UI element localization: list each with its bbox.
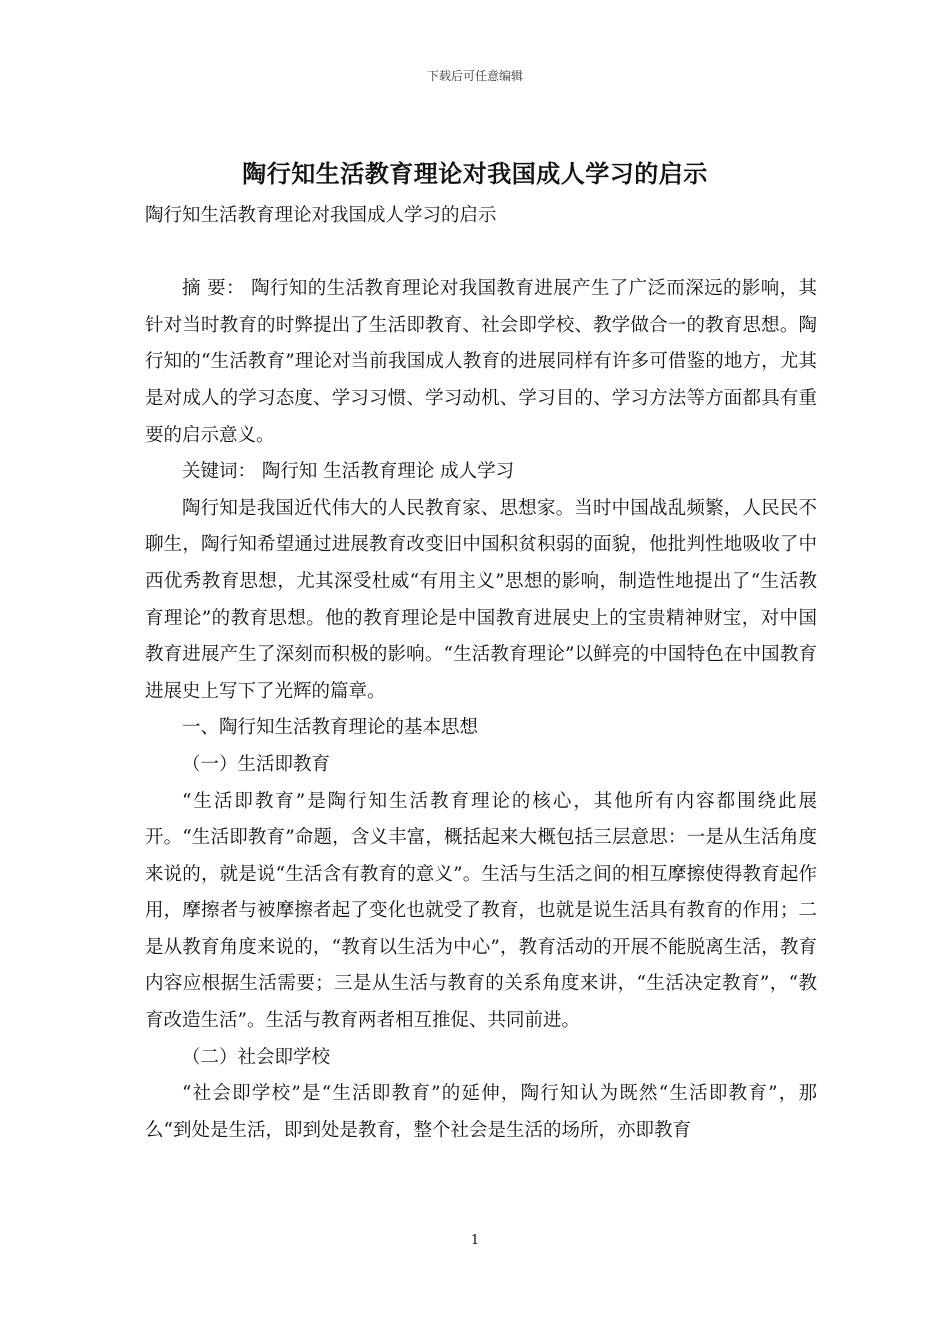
subsection-heading-2: （二）社会即学校 <box>182 1046 331 1068</box>
document-body <box>145 198 817 1149</box>
section-heading: 一、陶行知生活教育理论的基本思想 <box>182 717 479 739</box>
abstract-paragraph: 摘 要： 陶行知的生活教育理论对我国教育进展产生了广泛而深远的影响，其针对当时教育的时弊提出了生活即教育、社会即学校、教学做合一的教育思想。陶行知的“生活教育”理论对当前我国成人教育的进展同样有许多可借鉴的地方，尤其是对成人的学习态度、学习习惯、学习动机、学习目的、学习方法等方面都具有重要的启示意义。 <box>145 278 817 446</box>
page-number: 1 <box>470 1233 480 1248</box>
page-header-note: 下载后可任意编辑 <box>426 69 523 83</box>
subsection-heading-1: （一）生活即教育 <box>182 753 331 775</box>
subsection-body-2: “社会即学校”是“生活即教育”的延伸，陶行知认为既然“生活即教育”，那么“到处是生活，即到处是教育，整个社会是生活的场所，亦即教育 <box>145 1083 817 1141</box>
subsection-body-1: “生活即教育”是陶行知生活教育理论的核心，其他所有内容都围绕此展开。“生活即教育”命题，含义丰富，概括起来大概包括三层意思：一是从生活角度来说的，就是说“生活含有教育的意义”。生活与生活之间的相互摩擦使得教育起作用，摩擦者与被摩擦者起了变化也就受了教育，也就是说生活具有教育的作用；二是从教育角度来说的，“教育以生活为中心”，教育活动的开展不能脱离生活，教育内容应根据生活需要；三是从生活与教育的关系角度来讲，“生活决定教育”，“教育改造生活”。生活与教育两者相互推促、共同前进。 <box>145 790 817 1032</box>
keywords-line: 关键词： 陶行知 生活教育理论 成人学习 <box>182 461 515 483</box>
intro-paragraph: 陶行知是我国近代伟大的人民教育家、思想家。当时中国战乱频繁，人民民不聊生，陶行知希望通过进展教育改变旧中国积贫积弱的面貌，他批判性地吸收了中西优秀教育思想，尤其深受杜威“有用主义”思想的影响，制造性地提出了“生活教育理论”的教育思想。他的教育理论是中国教育进展史上的宝贵精神财宝，对中国教育进展产生了深刻而积极的影响。“生活教育理论”以鲜亮的中国特色在中国教育进展史上写下了光辉的篇章。 <box>145 497 817 702</box>
subtitle-line: 陶行知生活教育理论对我国成人学习的启示 <box>145 205 497 226</box>
document-title: 陶行知生活教育理论对我国成人学习的启示 <box>242 159 708 188</box>
blank-line <box>145 235 817 272</box>
